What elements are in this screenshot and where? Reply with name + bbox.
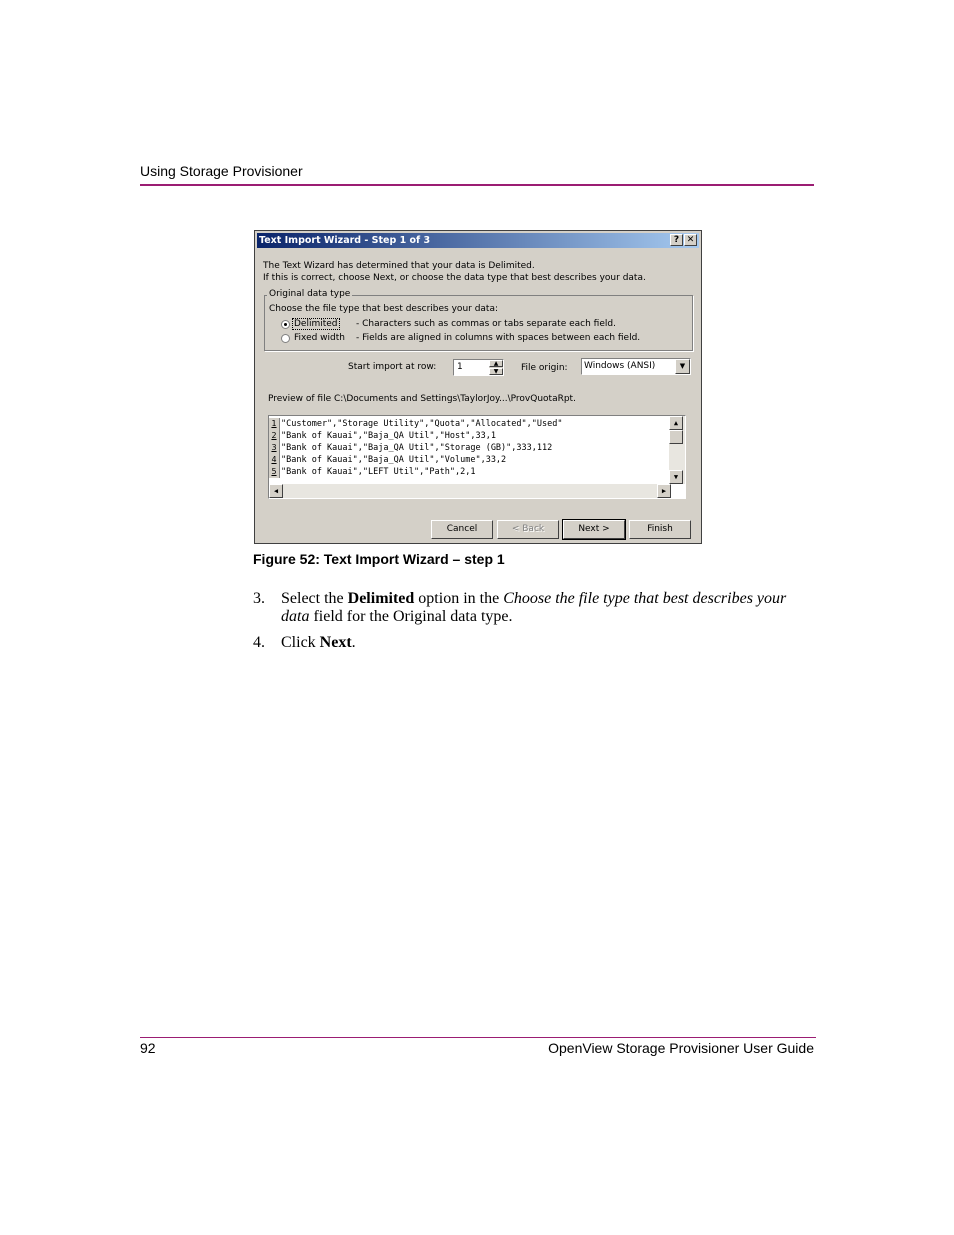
preview-row [269,442,552,454]
header-section-title: Using Storage Provisioner [140,163,303,179]
preview-label: Preview of file C:\Documents and Settings\TaylorJoy...\ProvQuotaRpt. [268,394,576,404]
preview-row [269,454,506,466]
page-number: 92 [140,1040,156,1056]
step-text-part: . [351,634,356,651]
scroll-right-icon[interactable]: ▶ [657,484,671,498]
scroll-thumb[interactable] [669,430,683,444]
start-row-stepper[interactable] [453,359,504,376]
horizontal-scrollbar[interactable] [269,484,671,498]
cancel-button[interactable]: Cancel [431,520,493,539]
next-button[interactable]: Next > [563,520,625,539]
scroll-down-icon[interactable]: ▼ [669,470,683,484]
start-row-value[interactable]: 1 [457,362,463,372]
row-number: 4 [269,454,280,466]
delimited-radio[interactable] [281,320,290,329]
fixed-width-description: - Fields are aligned in columns with spaces between each field. [356,333,641,343]
help-icon[interactable]: ? [670,234,683,246]
chevron-down-icon[interactable]: ▼ [675,359,690,374]
row-text: "Customer","Storage Utility","Quota","Allocated","Used" [281,419,563,429]
header-rule [140,184,814,186]
text-import-wizard-dialog [254,230,702,544]
close-icon[interactable]: ✕ [684,234,697,246]
group-title: Original data type [269,289,351,299]
row-text: "Bank of Kauai","Baja_QA Util","Host",33,1 [281,431,496,441]
step-text-part: option in the [414,590,504,607]
delimited-label[interactable]: Delimited [294,319,338,329]
guide-title: OpenView Storage Provisioner User Guide [548,1040,814,1056]
intro-line-1: The Text Wizard has determined that your data is Delimited. [263,261,535,271]
start-row-label: Start import at row: [348,362,437,372]
figure-caption: Figure 52: Text Import Wizard – step 1 [253,551,505,567]
stepper-arrows [489,360,503,375]
row-number: 3 [269,442,280,454]
intro-line-2: If this is correct, choose Next, or choose the data type that best describes your data. [263,273,646,283]
step-field-name: Choose the file type that best describes your data [281,590,787,625]
choose-file-type-label: Choose the file type that best describes your data: [269,304,499,314]
step-text-part: Select the [281,590,348,607]
fixed-width-label[interactable]: Fixed width [294,333,345,343]
scroll-up-icon[interactable]: ▲ [669,416,683,430]
row-number: 5 [269,466,280,478]
back-button[interactable]: < Back [497,520,559,539]
finish-button[interactable]: Finish [629,520,691,539]
row-text: "Bank of Kauai","Baja_QA Util","Volume",33,2 [281,455,507,465]
row-number: 2 [269,430,280,442]
step-emphasis: Next [319,634,352,651]
step-number: 4. [253,634,265,651]
preview-row [269,466,475,478]
vertical-scrollbar[interactable] [669,416,685,484]
stepper-up-icon[interactable]: ▲ [489,360,503,367]
footer-rule [140,1037,816,1038]
fixed-width-radio[interactable] [281,334,290,343]
step-text-part: field for the Original data type. [309,608,513,625]
file-origin-label: File origin: [521,363,568,373]
stepper-down-icon[interactable]: ▼ [489,368,503,375]
step-text [281,634,801,652]
file-preview[interactable] [268,415,686,499]
file-origin-value[interactable]: Windows (ANSI) [584,361,656,371]
preview-row [269,418,562,430]
row-text: "Bank of Kauai","Baja_QA Util","Storage (GB)",333,112 [281,443,553,453]
step-text-part: Click [281,634,320,651]
preview-row [269,430,496,442]
row-number: 1 [269,418,280,430]
file-origin-select[interactable] [581,358,691,375]
row-text: "Bank of Kauai","LEFT Util","Path",2,1 [281,467,476,477]
delimited-description: - Characters such as commas or tabs separate each field. [356,319,616,329]
step-emphasis: Delimited [347,590,415,607]
dialog-titlebar [257,233,699,248]
step-text [281,590,801,626]
dialog-title: Text Import Wizard - Step 1 of 3 [259,235,431,246]
step-number: 3. [253,590,265,607]
scroll-left-icon[interactable]: ◀ [269,484,283,498]
